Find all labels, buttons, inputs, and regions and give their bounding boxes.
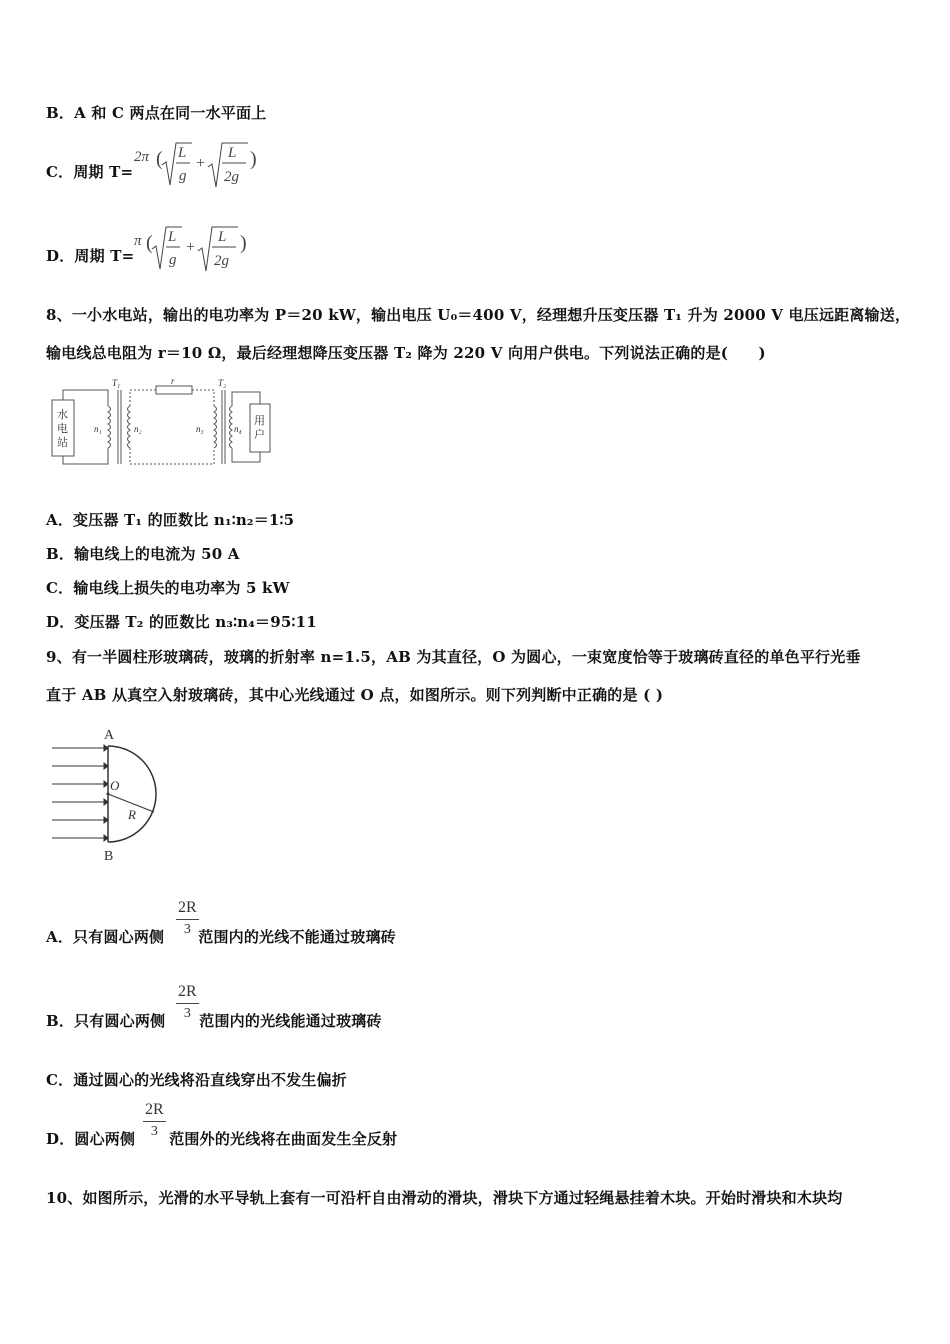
q9-stem-line2: 直于 AB 从真空入射玻璃砖，其中心光线通过 O 点，如图所示。则下列判断中正确的是 ( ) xyxy=(46,686,664,704)
svg-text:L: L xyxy=(168,229,177,245)
svg-text:站: 站 xyxy=(57,437,68,449)
svg-text:电: 电 xyxy=(57,423,68,435)
q9b-fraction: 2R 3 xyxy=(178,983,197,1021)
q7-option-b: B．A 和 C 两点在同一水平面上 xyxy=(46,104,267,122)
svg-text:T₂: T₂ xyxy=(218,378,227,388)
svg-text:A: A xyxy=(104,728,115,743)
svg-text:水: 水 xyxy=(57,409,68,421)
q8-option-b: B．输电线上的电流为 50 A xyxy=(46,545,240,563)
svg-text:B: B xyxy=(104,849,114,864)
svg-text:L: L xyxy=(218,229,227,245)
q7c-formula xyxy=(132,135,272,193)
svg-text:L: L xyxy=(228,145,237,161)
q9d-fraction: 2R 3 xyxy=(145,1101,164,1139)
svg-text:n₁: n₁ xyxy=(94,424,102,434)
q9-option-d: D．圆心两侧 范围外的光线将在曲面发生全反射 xyxy=(46,1130,398,1148)
svg-text:+: + xyxy=(196,155,206,172)
svg-text:): ) xyxy=(240,232,247,254)
q8-option-a: A．变压器 T₁ 的匝数比 n₁∶n₂＝1∶5 xyxy=(46,511,295,529)
svg-text:T₁: T₁ xyxy=(112,378,121,388)
q8-transformer-figure xyxy=(46,376,276,470)
q9-semicircle-figure xyxy=(46,722,176,868)
svg-text:用: 用 xyxy=(254,415,265,427)
svg-text:R: R xyxy=(128,807,136,822)
svg-text:g: g xyxy=(169,252,177,268)
q10-stem-line1: 10、如图所示，光滑的水平导轨上套有一可沿杆自由滑动的滑块，滑块下方通过轻绳悬挂着木块。开始时滑块和木块均 xyxy=(46,1189,843,1207)
q9-stem-line1: 9、有一半圆柱形玻璃砖，玻璃的折射率 n=1.5，AB 为其直径，O 为圆心，一束宽度恰等于玻璃砖直径的单色平行光垂 xyxy=(46,648,861,666)
q8-option-c: C．输电线上损失的电功率为 5 kW xyxy=(46,579,290,597)
svg-text:L: L xyxy=(178,145,187,161)
svg-text:π: π xyxy=(134,233,142,249)
svg-text:(: ( xyxy=(156,148,163,170)
svg-text:2g: 2g xyxy=(214,253,229,269)
q7d-formula xyxy=(132,219,262,277)
svg-text:(: ( xyxy=(146,232,153,254)
svg-text:n₄: n₄ xyxy=(234,424,242,434)
q8-option-d: D．变压器 T₂ 的匝数比 n₃∶n₄＝95∶11 xyxy=(46,613,317,631)
q7-option-d: D．周期 T= xyxy=(46,247,135,265)
svg-text:n₂: n₂ xyxy=(134,424,142,434)
q8-stem-line1: 8、一小水电站，输出的电功率为 P＝20 kW，输出电压 U₀＝400 V，经理想升压变压器 T₁ 升为 2000 V 电压远距离输送， xyxy=(46,306,911,324)
q9a-fraction: 2R 3 xyxy=(178,899,197,937)
svg-text:2π: 2π xyxy=(134,149,150,165)
svg-text:户: 户 xyxy=(254,429,265,441)
svg-text:2g: 2g xyxy=(224,169,239,185)
svg-text:r: r xyxy=(171,376,175,386)
svg-text:g: g xyxy=(179,168,187,184)
q7-option-c: C．周期 T= xyxy=(46,163,134,181)
q9-option-b: B．只有圆心两侧 范围内的光线能通过玻璃砖 xyxy=(46,1012,382,1030)
q8-stem-line2: 输电线总电阻为 r＝10 Ω，最后经理想降压变压器 T₂ 降为 220 V 向用户供电。下列说法正确的是( ) xyxy=(46,344,766,362)
svg-text:+: + xyxy=(186,239,196,256)
q9-option-a: A．只有圆心两侧 范围内的光线不能通过玻璃砖 xyxy=(46,928,396,946)
svg-text:n₃: n₃ xyxy=(196,424,204,434)
svg-text:O: O xyxy=(110,778,120,793)
q9-option-c: C．通过圆心的光线将沿直线穿出不发生偏折 xyxy=(46,1071,347,1089)
svg-text:): ) xyxy=(250,148,257,170)
